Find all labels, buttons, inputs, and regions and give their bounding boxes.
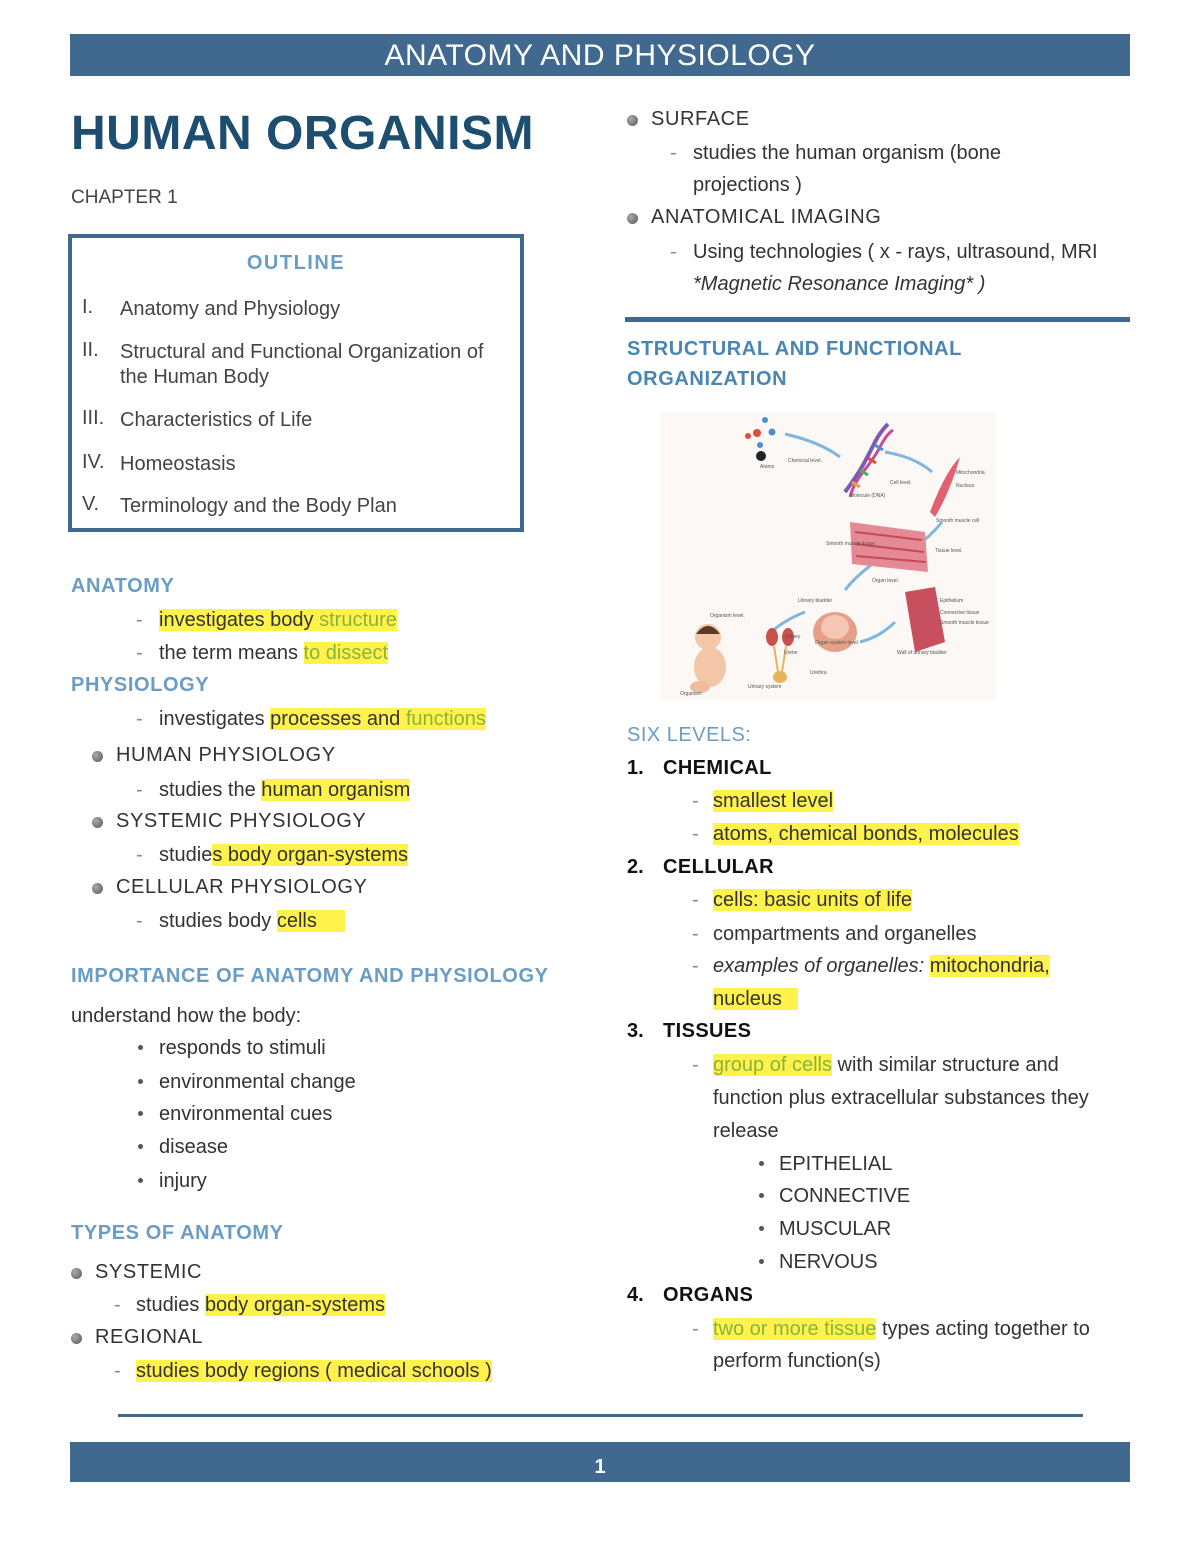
figure-label: Organism level. — [710, 613, 745, 619]
figure-label: Organ system level. — [815, 640, 860, 646]
figure-label: Smooth muscle cell — [936, 518, 980, 524]
cellular-bullet-1: cells: basic units of life — [713, 889, 912, 911]
anatomy-heading: ANATOMY — [71, 575, 175, 597]
figure-label: Atoms — [760, 464, 775, 470]
figure-label: Urethra — [810, 670, 827, 676]
header-title: ANATOMY AND PHYSIOLOGY — [384, 39, 816, 72]
organization-heading-2: ORGANIZATION — [627, 368, 788, 390]
list-item: environmental cues — [159, 1103, 333, 1125]
level-chemical: CHEMICAL — [663, 757, 772, 779]
list-item: responds to stimuli — [159, 1037, 326, 1059]
cellular-bullet-3-continued: nucleus — [713, 988, 798, 1011]
bullet-icon — [71, 1268, 82, 1279]
anatomy-line-2: the term means to dissect — [159, 642, 388, 664]
bullet-icon — [71, 1333, 82, 1344]
chemical-bullet-2: atoms, chemical bonds, molecules — [713, 823, 1019, 845]
systemic-desc: studies body organ-systems — [136, 1294, 386, 1316]
outline-heading: OUTLINE — [246, 252, 346, 274]
surface-label: SURFACE — [651, 108, 750, 130]
cellular-physiology-desc: studies body cells — [159, 910, 345, 933]
level-number: 2. — [627, 856, 644, 878]
surface-desc-1: studies the human organism (bone — [693, 142, 1001, 164]
figure-label: Smooth muscle tissue — [826, 541, 875, 547]
figure-label: Urinary bladder — [798, 598, 833, 604]
levels-of-organization-figure — [660, 412, 996, 700]
figure-label: Ureter — [784, 650, 798, 656]
figure-label: Mitochondria — [956, 470, 985, 476]
figure-label: Cell level. — [890, 480, 912, 486]
footer-rule — [118, 1414, 1083, 1417]
organization-heading-1: STRUCTURAL AND FUNCTIONAL — [627, 338, 962, 360]
list-item: disease — [159, 1136, 228, 1158]
organs-bullet-1-line-2: perform function(s) — [713, 1350, 881, 1372]
systemic-label: SYSTEMIC — [95, 1261, 203, 1283]
human-physiology-desc: studies the human organism — [159, 779, 411, 801]
regional-desc: studies body regions ( medical schools ) — [136, 1360, 492, 1382]
cellular-bullet-3: examples of organelles: mitochondria, — [713, 955, 1050, 977]
physiology-line-1: investigates processes and functions — [159, 708, 486, 730]
human-physiology-label: HUMAN PHYSIOLOGY — [116, 744, 336, 766]
chemical-bullet-1: smallest level — [713, 790, 834, 812]
figure-label: Smooth muscle tissue — [940, 620, 989, 626]
outline-box: OUTLINE I. Anatomy and Physiology II. Structural and Functional Organization of the Human Body III. Characteristics of Life IV. Homeostasis V. Terminology and the Body Plan — [68, 234, 524, 532]
list-item: environmental change — [159, 1071, 356, 1093]
figure-label: Molecule (DNA) — [850, 493, 886, 499]
surface-desc-2: projections ) — [693, 174, 802, 196]
regional-label: REGIONAL — [95, 1326, 204, 1348]
level-number: 3. — [627, 1020, 644, 1042]
tissue-type: EPITHELIAL — [779, 1153, 893, 1175]
figure-label: Nucleus — [956, 483, 975, 489]
level-number: 4. — [627, 1284, 644, 1306]
figure-label: Urinary system — [748, 684, 782, 690]
level-tissues: TISSUES — [663, 1020, 752, 1042]
tissue-type: CONNECTIVE — [779, 1185, 911, 1207]
level-cellular: CELLULAR — [663, 856, 774, 878]
anatomy-line-1: investigates body structure — [159, 609, 397, 631]
figure-label: Epithelium — [940, 598, 964, 604]
tissue-type: MUSCULAR — [779, 1218, 892, 1240]
chapter-label: CHAPTER 1 — [71, 187, 178, 208]
tissues-bullet-1-line-3: release — [713, 1120, 779, 1142]
footer-banner — [70, 1442, 1130, 1482]
figure-label: Connective tissue — [940, 610, 980, 616]
bullet-icon — [627, 213, 638, 224]
level-number: 1. — [627, 757, 644, 779]
systemic-physiology-desc: studies body organ-systems — [159, 844, 409, 866]
bullet-icon — [92, 751, 103, 762]
systemic-physiology-label: SYSTEMIC PHYSIOLOGY — [116, 810, 367, 832]
figure-label: Organ level. — [872, 578, 899, 584]
level-organs: ORGANS — [663, 1284, 754, 1306]
six-levels-heading: SIX LEVELS: — [627, 724, 752, 746]
header-banner — [70, 34, 1130, 76]
figure-label: Wall of urinary bladder — [897, 650, 947, 656]
physiology-heading: PHYSIOLOGY — [71, 674, 210, 696]
types-heading: TYPES OF ANATOMY — [71, 1222, 284, 1244]
figure-label: Tissue level. — [935, 548, 963, 554]
urinary-bladder-illustration — [813, 612, 860, 652]
bullet-icon — [92, 817, 103, 828]
imaging-label: ANATOMICAL IMAGING — [651, 206, 882, 228]
bullet-icon — [627, 115, 638, 126]
cellular-physiology-label: CELLULAR PHYSIOLOGY — [116, 876, 368, 898]
cellular-bullet-2: compartments and organelles — [713, 923, 977, 945]
tissues-bullet-1: group of cells with similar structure and — [713, 1054, 1059, 1076]
imaging-desc-2: *Magnetic Resonance Imaging* ) — [693, 273, 986, 295]
figure-label: Chemical level. — [788, 458, 822, 464]
importance-intro: understand how the body: — [71, 1005, 302, 1027]
page-number: 1 — [594, 1456, 606, 1478]
tissue-type: NERVOUS — [779, 1251, 878, 1273]
section-divider — [625, 317, 1130, 322]
importance-heading: IMPORTANCE OF ANATOMY AND PHYSIOLOGY — [71, 965, 549, 987]
list-item: injury — [159, 1170, 207, 1192]
bullet-icon — [92, 883, 103, 894]
organs-bullet-1: two or more tissue types acting together to — [713, 1318, 1090, 1340]
imaging-desc-1: Using technologies ( x - rays, ultrasound, MRI — [693, 241, 1098, 263]
page-title: HUMAN ORGANISM — [71, 107, 534, 160]
tissues-bullet-1-line-2: function plus extracellular substances they — [713, 1087, 1089, 1109]
figure-label: Kidney — [785, 634, 801, 640]
figure-label: Organism — [680, 691, 702, 697]
